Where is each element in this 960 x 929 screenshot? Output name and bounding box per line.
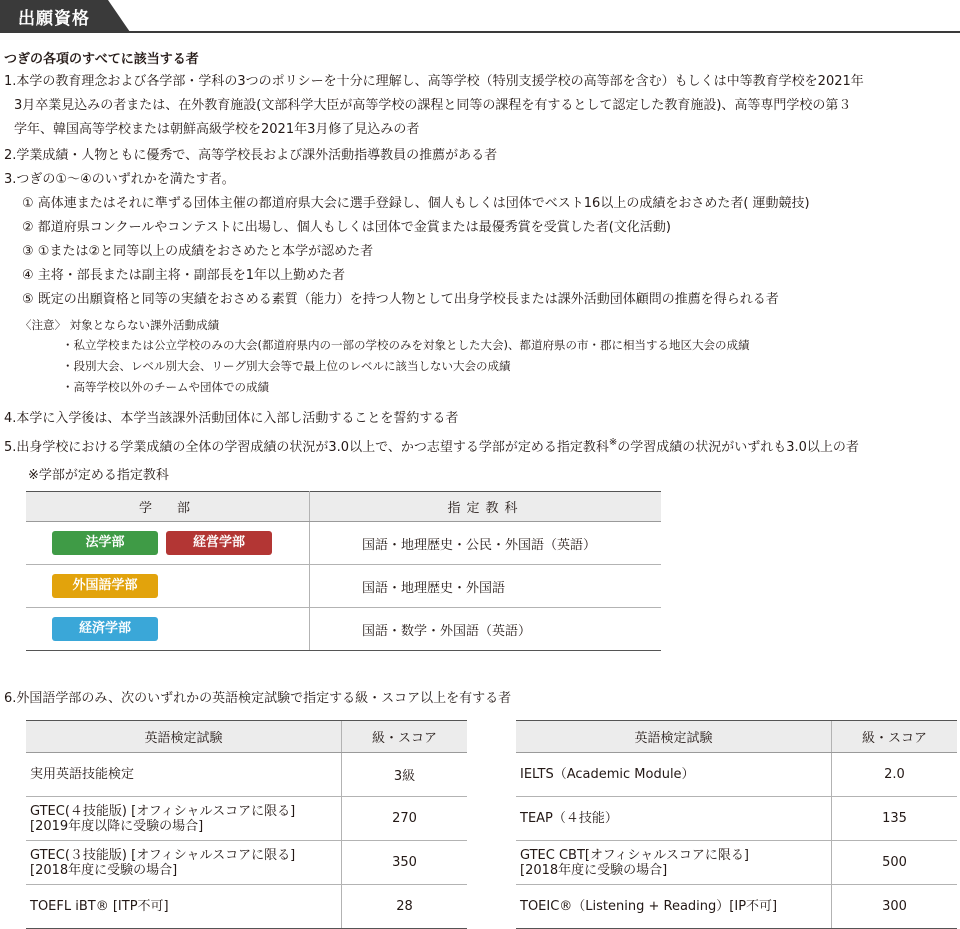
subjects-cell: 国語・地理歴史・公民・外国語（英語）: [310, 522, 662, 565]
test-column-header: 英語検定試験: [516, 721, 832, 753]
test-name: TOEFL iBT® [ITP不可]: [30, 899, 169, 914]
table-row: [26, 753, 467, 797]
note-item-2: ・段別大会、レベル別大会、リーグ別大会等で最上位のレベルに該当しない大会の成績: [62, 359, 511, 373]
table-row: [26, 565, 661, 608]
table-row: [516, 841, 957, 885]
test-name: 実用英語技能検定: [30, 767, 135, 782]
sub-item-4: ④ 主将・部長または副主将・副部長を1年以上勤めた者: [22, 268, 346, 283]
test-condition: [2018年度に受験の場合]: [30, 862, 178, 878]
item-1-line-1: 1.本学の教育理念および各学部・学科の3つのポリシーを十分に理解し、高等学校（特別支援学校の高等部を含む）もしくは中等教育学校を2021年: [4, 74, 864, 89]
test-name: GTEC(３技能版) [オフィシャルスコアに限る]: [30, 847, 296, 863]
test-condition: [2018年度に受験の場合]: [520, 862, 668, 878]
item-2: 2.学業成績・人物ともに優秀で、高等学校長および課外活動指導教員の推薦がある者: [4, 148, 498, 163]
test-name: TOEIC®（Listening + Reading）[IP不可]: [520, 899, 778, 914]
table-row: [26, 522, 661, 565]
score-cell: 270: [342, 797, 468, 841]
item-5: 5.出身学校における学業成績の全体の学習成績の状況が3.0以上で、かつ志望する学部が定める指定教科※の学習成績の状況がいずれも3.0以上の者: [4, 437, 859, 455]
score-cell: 2.0: [832, 753, 958, 797]
section-title: 出願資格: [18, 9, 90, 29]
score-cell: 300: [832, 885, 958, 929]
faculty-subject-table: [26, 491, 661, 651]
english-test-table-left: [26, 720, 467, 929]
item-4: 4.本学に入学後は、本学当該課外活動団体に入部し活動することを誓約する者: [4, 411, 459, 426]
sub-item-2: ② 都道府県コンクールやコンテストに出場し、個人もしくは団体で金賞または最優秀賞を受賞した者(文化活動): [22, 220, 671, 235]
sub-item-1: ① 高体連またはそれに準ずる団体主催の都道府県大会に選手登録し、個人もしくは団体でベスト16以上の成績をおさめた者( 運動競技): [22, 196, 810, 211]
table-row: [26, 608, 661, 651]
score-column-header: 級・スコア: [832, 721, 958, 753]
test-name: IELTS（Academic Module）: [520, 767, 695, 782]
score-cell: 135: [832, 797, 958, 841]
subjects-column-header: 指定教科: [310, 492, 662, 522]
test-name: GTEC CBT[オフィシャルスコアに限る]: [520, 847, 749, 863]
table-row: [516, 797, 957, 841]
test-name: GTEC(４技能版) [オフィシャルスコアに限る]: [30, 803, 296, 819]
score-cell: 350: [342, 841, 468, 885]
table-row: [26, 797, 467, 841]
score-column-header: 級・スコア: [342, 721, 468, 753]
item-6: 6.外国語学部のみ、次のいずれかの英語検定試験で指定する級・スコア以上を有する者: [4, 691, 512, 706]
table-row: [26, 885, 467, 929]
score-cell: 3級: [342, 753, 468, 797]
faculty-table-caption: ※学部が定める指定教科: [28, 468, 169, 483]
subjects-cell: 国語・数学・外国語（英語）: [310, 608, 662, 651]
sub-item-5: ⑤ 既定の出願資格と同等の実績をおさめる素質（能力）を持つ人物として出身学校長または課外活動団体顧問の推薦を得られる者: [22, 292, 779, 307]
score-cell: 28: [342, 885, 468, 929]
sub-item-3: ③ ①または②と同等以上の成績をおさめたと本学が認めた者: [22, 244, 374, 259]
table-row: [516, 753, 957, 797]
badge-business: 経営学部: [166, 531, 272, 555]
badge-law: 法学部: [52, 531, 158, 555]
test-column-header: 英語検定試験: [26, 721, 342, 753]
test-condition: [2019年度以降に受験の場合]: [30, 818, 204, 834]
item-1-line-2: 3月卒業見込みの者または、在外教育施設(文部科学大臣が高等学校の課程と同等の課程を有するとして認定した教育施設)、高等専門学校の第３: [14, 98, 852, 113]
note-heading: 〈注意〉 対象とならない課外活動成績: [20, 318, 220, 332]
test-name: TEAP（４技能）: [520, 811, 618, 826]
note-item-1: ・私立学校または公立学校のみの大会(都道府県内の一部の学校のみを対象とした大会)、都道府県の市・郡に相当する地区大会の成績: [62, 338, 750, 352]
faculty-column-header: 学 部: [26, 492, 310, 522]
subjects-cell: 国語・地理歴史・外国語: [310, 565, 662, 608]
badge-foreign-languages: 外国語学部: [52, 574, 158, 598]
item-3: 3.つぎの①～④のいずれかを満たす者。: [4, 172, 235, 187]
section-divider: [0, 31, 960, 33]
item-1-line-3: 学年、韓国高等学校または朝鮮高級学校を2021年3月修了見込みの者: [14, 122, 420, 137]
english-test-table-right: [516, 720, 957, 929]
table-row: [516, 885, 957, 929]
note-item-3: ・高等学校以外のチームや団体での成績: [62, 380, 269, 394]
intro-heading: つぎの各項のすべてに該当する者: [4, 52, 199, 67]
table-row: [26, 841, 467, 885]
reference-mark: ※: [608, 437, 618, 448]
badge-economics: 経済学部: [52, 617, 158, 641]
score-cell: 500: [832, 841, 958, 885]
